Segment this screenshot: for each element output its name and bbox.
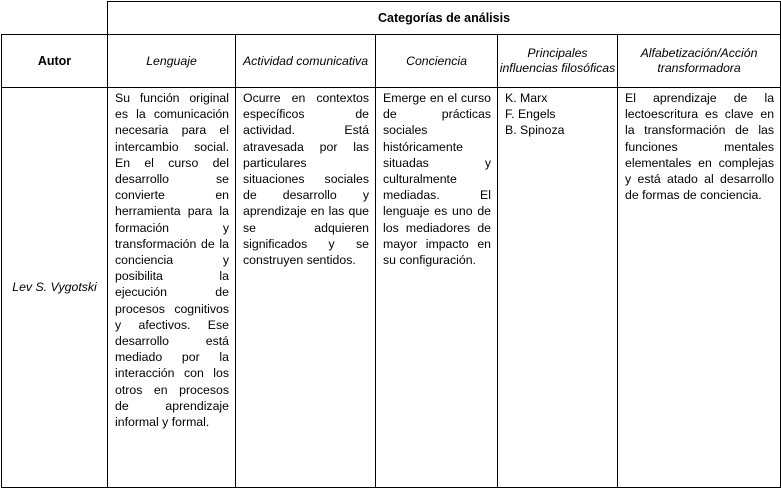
actividad-cell [236, 88, 376, 488]
influence-item: B. Spinoza [505, 123, 565, 138]
corner-cell [2, 2, 108, 35]
influencias-cell [498, 88, 618, 488]
lenguaje-text: Su función original es la comunicación necesaria para el intercambio social. En el curso del desarrollo se convierte en herramienta para la formación y transformación de la conciencia y posibilita la ejecución de procesos cognitivos y afectivos. Ese desarrollo está mediado por la interacción con los otros en procesos de aprendizaje informal y formal. [115, 91, 229, 430]
column-header-conciencia: Conciencia [376, 35, 498, 88]
alfabetizacion-text: El aprendizaje de la lectoescritura es clave en la transformación de las funciones mentales elementales en complejas y está atado al desarrollo de formas de conciencia. [625, 91, 775, 203]
column-header-actividad: Actividad comunicativa [236, 35, 376, 88]
lenguaje-cell [108, 88, 236, 488]
alfabetizacion-cell [618, 88, 781, 488]
analysis-table [1, 1, 781, 488]
conciencia-cell [376, 88, 498, 488]
column-header-lenguaje: Lenguaje [108, 35, 236, 88]
column-header-influencias: Principales influencias filosóficas [498, 35, 618, 88]
conciencia-text: Emerge en el curso de prácticas sociales históricamente situadas y culturalmente mediadas. El lenguaje es uno de los mediadores de mayor impacto en su configuración. [383, 91, 491, 268]
column-header-alfabetizacion: Alfabetización/Acción transformadora [618, 35, 781, 88]
author-header: Autor [2, 35, 108, 88]
categories-header: Categorías de análisis [108, 2, 781, 35]
influencias-list [505, 90, 611, 139]
actividad-text: Ocurre en contextos específicos de actividad. Está atravesada por las particulares situaciones sociales de desarrollo y aprendizaje en las que se adquieren significados y se construyen sentidos. [243, 91, 369, 268]
influence-item: K. Marx [505, 91, 548, 105]
author-cell: Lev S. Vygotski [2, 88, 108, 488]
influence-item: F. Engels [505, 107, 556, 122]
